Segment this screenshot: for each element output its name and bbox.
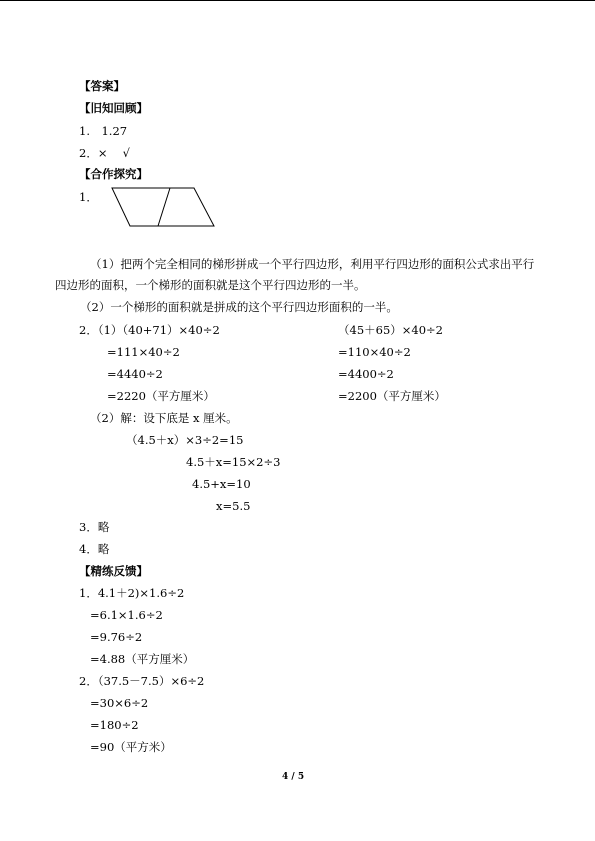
practice-q2-line-2: =30×6÷2: [90, 696, 149, 710]
q2-left-line-2: =111×40÷2: [107, 345, 180, 359]
explore-para1-line2: 四边形的面积，一个梯形的面积就是这个平行四边形的一半。: [55, 278, 366, 292]
q2-left-line-3: =4440÷2: [107, 367, 163, 381]
practice-q2-line-1: 2．（37.5－7.5）×6÷2: [79, 674, 205, 688]
explore-q3: 3．略: [79, 520, 110, 534]
explore-para2: （2）一个梯形的面积就是拼成的这个平行四边形面积的一半。: [80, 300, 398, 314]
explore-q4: 4．略: [79, 542, 110, 556]
parallelogram-outline: [112, 188, 214, 226]
explore-q1-label: 1．: [79, 190, 98, 204]
practice-q2-line-3: =180÷2: [90, 718, 139, 732]
q2-step-3: 4.5+x=10: [192, 477, 251, 491]
review-answer-1: 1. 1.27: [79, 124, 128, 138]
parallelogram-figure: [110, 186, 216, 228]
q2-step-2: 4.5＋x=15×2÷3: [186, 455, 281, 469]
heading-answer: 【答案】: [79, 79, 125, 93]
q2-step-4: x=5.5: [216, 499, 251, 513]
heading-practice: 【精练反馈】: [79, 564, 148, 578]
q2-left-line-4: =2220（平方厘米）: [107, 389, 215, 403]
q2-step-1: （4.5＋x）×3÷2=15: [126, 433, 244, 447]
trapezoid-divider: [158, 188, 170, 226]
explore-para1-line1: （1）把两个完全相同的梯形拼成一个平行四边形，利用平行四边形的面积公式求出平行: [90, 257, 535, 271]
top-border: [0, 0, 595, 1]
q2-part2-intro: （2）解：设下底是 x 厘米。: [90, 411, 238, 425]
heading-explore: 【合作探究】: [79, 167, 148, 181]
practice-q2-line-4: =90（平方米）: [90, 740, 172, 754]
practice-q1-line-4: =4.88（平方厘米）: [90, 652, 195, 666]
page-number: 4 / 5: [282, 772, 305, 782]
q2-left-line-1: 2．（1）（40+71）×40÷2: [79, 323, 220, 337]
q2-right-line-1: （45＋65）×40÷2: [338, 323, 443, 337]
practice-q1-line-1: 1．4.1＋2)×1.6÷2: [79, 586, 185, 600]
q2-right-line-3: =4400÷2: [338, 367, 394, 381]
practice-q1-line-2: =6.1×1.6÷2: [90, 608, 163, 622]
heading-review: 【旧知回顾】: [79, 101, 148, 115]
q2-right-line-2: =110×40÷2: [338, 345, 411, 359]
practice-q1-line-3: =9.76÷2: [90, 630, 143, 644]
q2-right-line-4: =2200（平方厘米）: [338, 389, 446, 403]
review-answer-2: 2．× √: [79, 146, 130, 160]
